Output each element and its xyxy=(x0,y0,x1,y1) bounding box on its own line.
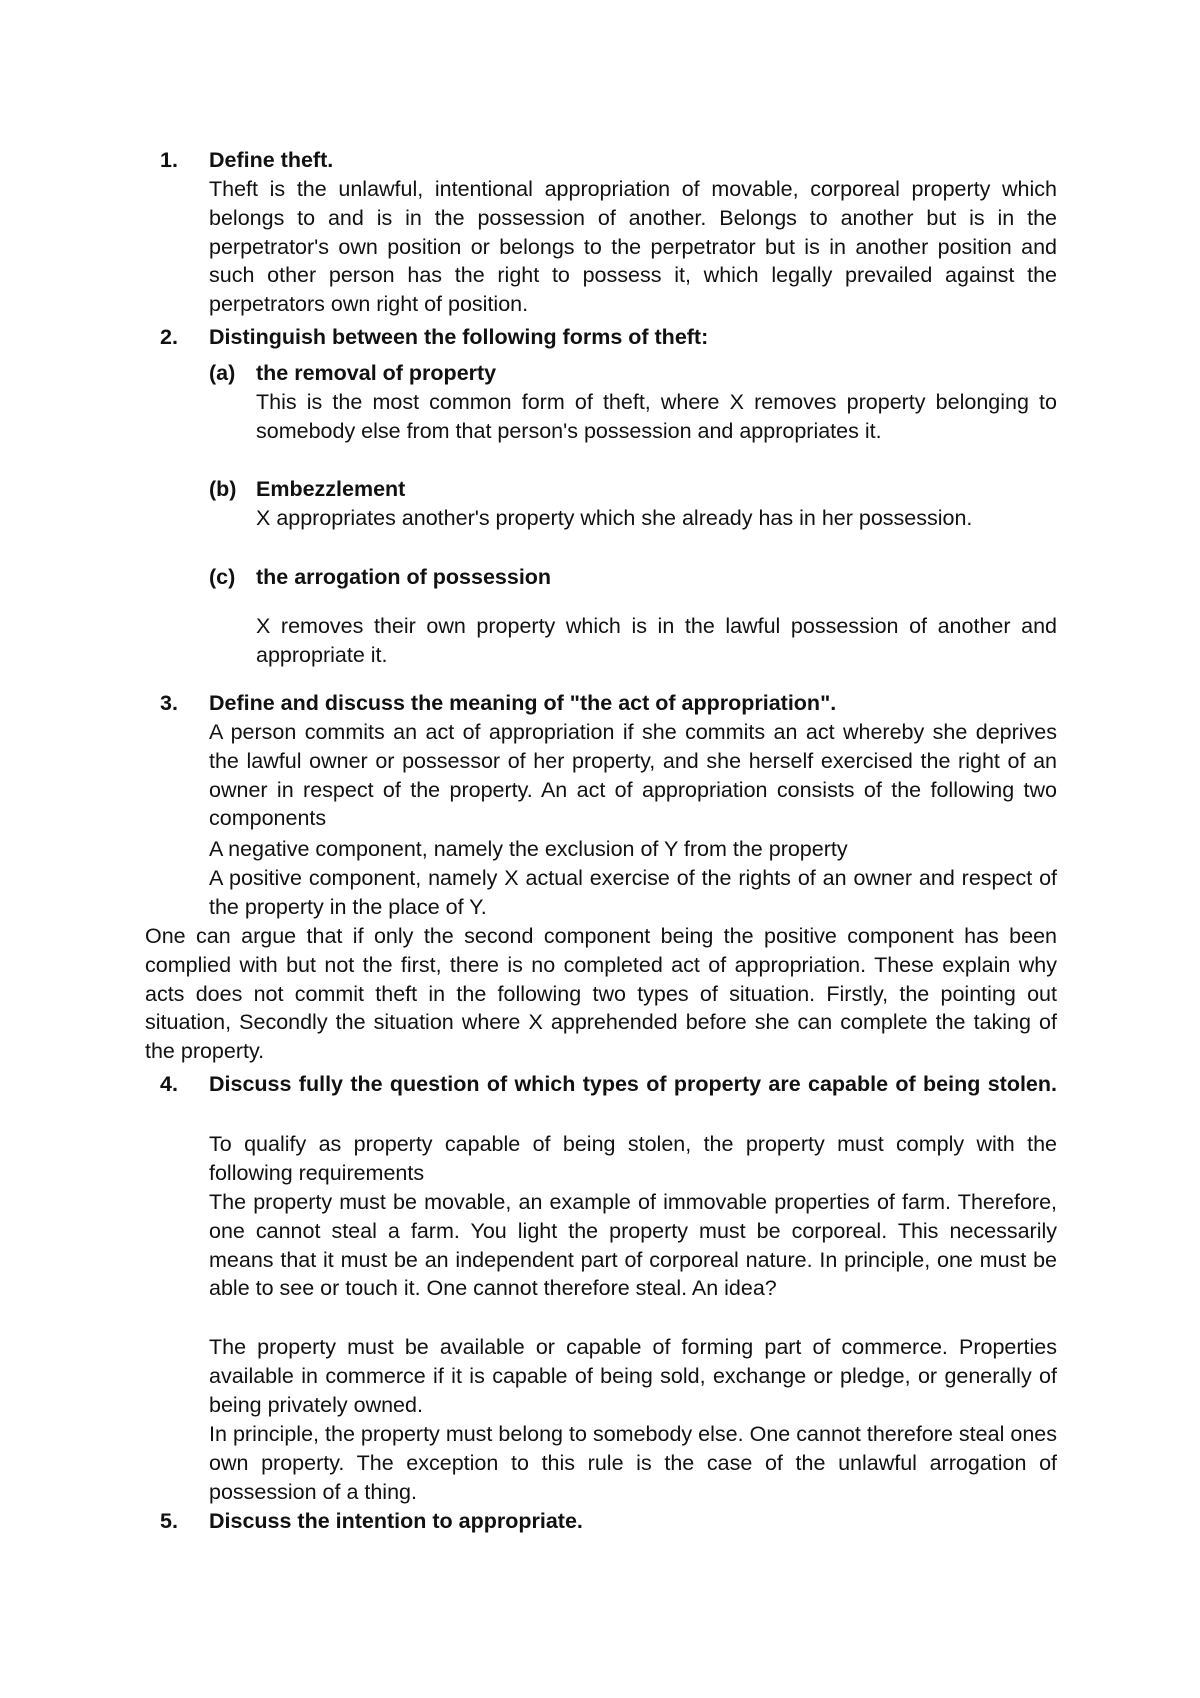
q3-component-2: A positive component, namely X actual exercise of the rights of an owner and respect of the property in the place of Y. xyxy=(209,866,1057,919)
q2-item-a-label: (a) xyxy=(209,361,236,385)
q2-item-c-title: the arrogation of possession xyxy=(256,565,552,589)
q2-item-c-label: (c) xyxy=(209,565,236,589)
q4-requirement-3: In principle, the property must belong to somebody else. One cannot therefore steal ones own property. The exception to this rule is the case of the unlawful arrogation of possession of a thing. xyxy=(209,1422,1057,1504)
q2-number: 2. xyxy=(160,325,178,349)
q3-discussion: One can argue that if only the second component being the positive component has been complied with but not the first, there is no completed act of appropriation. These explain why acts does not commit theft in the following two types of situation. Firstly, the pointing out situation, Secondly the situation where X apprehended before she can complete the taking of the property. xyxy=(145,924,1057,1064)
q3-title: Define and discuss the meaning of "the act of appropriation". xyxy=(209,691,837,715)
q2-item-b-label: (b) xyxy=(209,477,237,501)
q4-requirement-1: The property must be movable, an example of immovable properties of farm. Therefore, one cannot steal a farm. You light the property must be corporeal. This necessarily means that it must be an independent part of corporeal nature. In principle, one must be able to see or touch it. One cannot therefore steal. An idea? xyxy=(209,1190,1057,1301)
q5-number: 5. xyxy=(160,1509,178,1533)
q1-title: Define theft. xyxy=(209,148,334,172)
q2-item-a-title: the removal of property xyxy=(256,361,497,385)
q2-item-b-text: X appropriates another's property which she already has in her possession. xyxy=(256,506,973,530)
q1-answer: Theft is the unlawful, intentional appropriation of movable, corporeal property which belongs to and is in the possession of another. Belongs to another but is in the perpetrator's own position or belongs to the perpetrator but is in another position and such other person has the right to possess it, which legally prevailed against the perpetrators own right of position. xyxy=(209,177,1057,317)
q5-title: Discuss the intention to appropriate. xyxy=(209,1509,583,1533)
q3-answer: A person commits an act of appropriation if she commits an act whereby she deprives the lawful owner or possessor of her property, and she herself exercised the right of an owner in respect of the property. An act of appropriation consists of the following two components xyxy=(209,720,1057,831)
q2-item-b-title: Embezzlement xyxy=(256,477,406,501)
q4-requirement-2: The property must be available or capable of forming part of commerce. Properties available in commerce if it is capable of being sold, exchange or pledge, or generally of being privately owned. xyxy=(209,1335,1057,1417)
q3-component-1: A negative component, namely the exclusion of Y from the property xyxy=(209,837,848,861)
q4-title: Discuss fully the question of which types of property are capable of being stolen. xyxy=(209,1072,1057,1096)
q1-number: 1. xyxy=(160,148,178,172)
q4-intro: To qualify as property capable of being stolen, the property must comply with the following requirements xyxy=(209,1132,1057,1185)
q4-number: 4. xyxy=(160,1072,178,1096)
q2-item-c-text: X removes their own property which is in the lawful possession of another and appropriate it. xyxy=(256,614,1057,667)
q2-item-a-text: This is the most common form of theft, where X removes property belonging to somebody else from that person's possession and appropriates it. xyxy=(256,390,1057,443)
q3-number: 3. xyxy=(160,691,178,715)
q2-title: Distinguish between the following forms of theft: xyxy=(209,325,709,349)
